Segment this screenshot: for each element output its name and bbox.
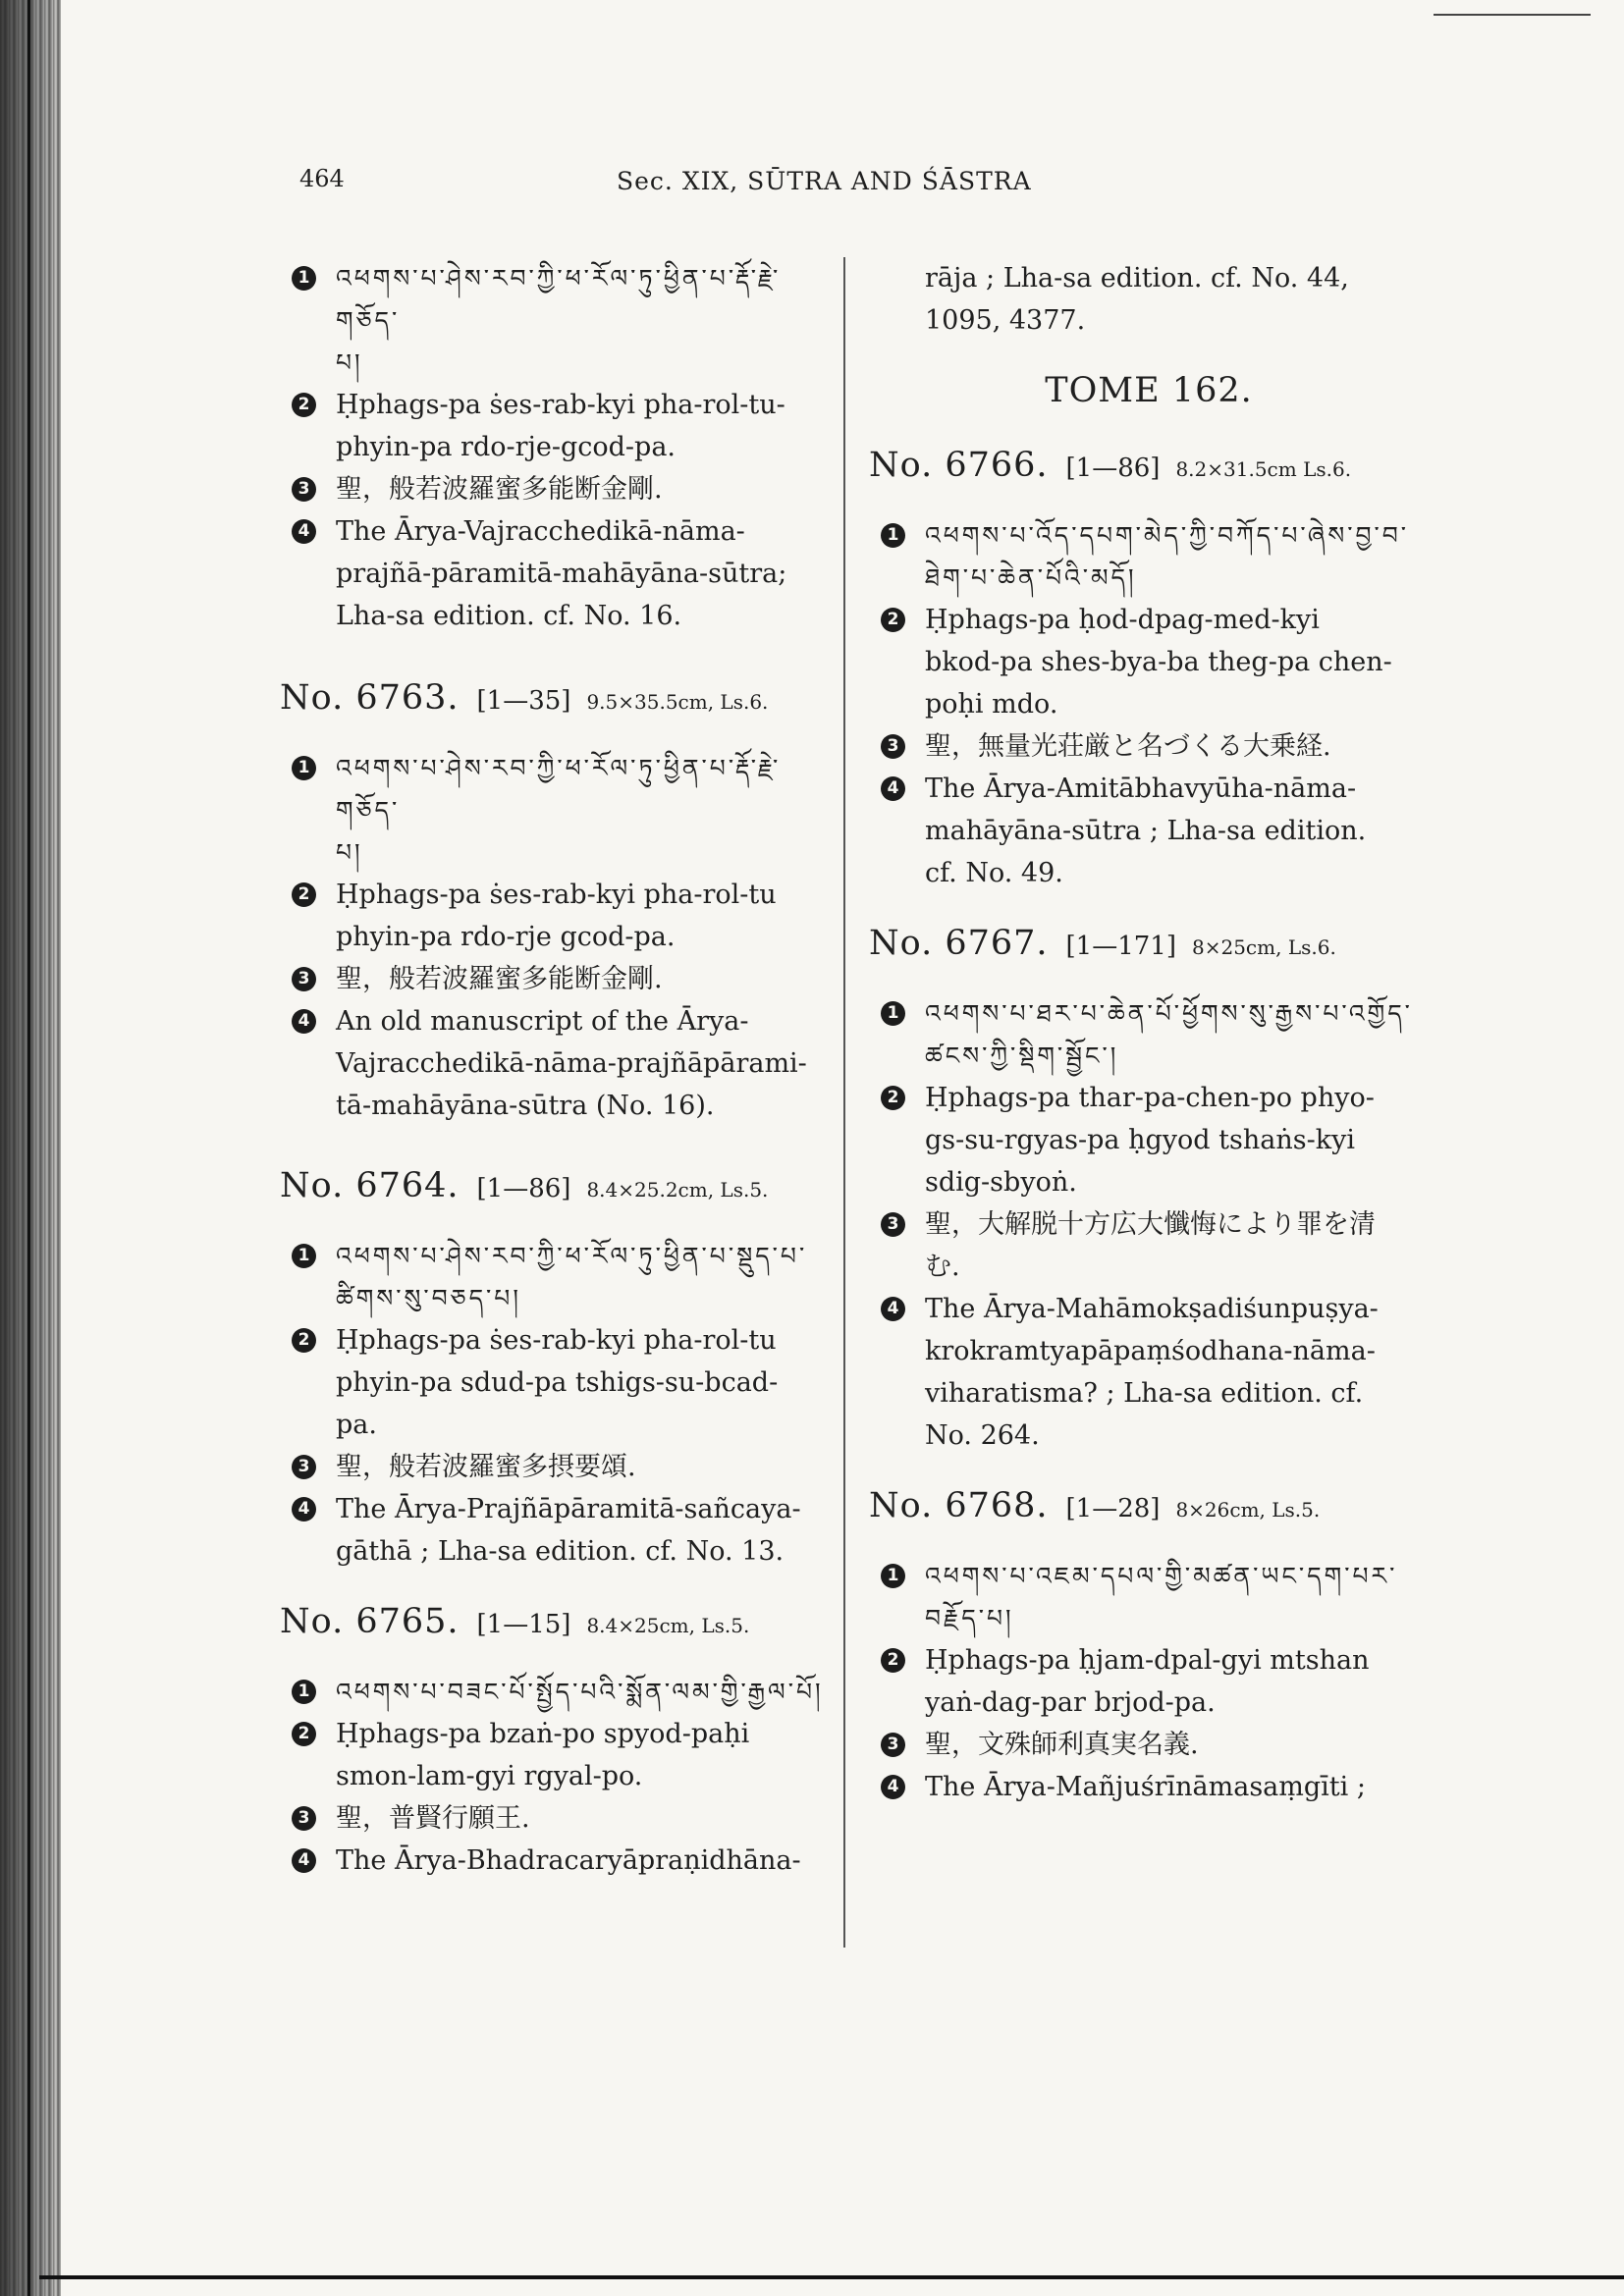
number-1-icon: 1 [881,1564,905,1588]
number-1-icon: 1 [292,1244,316,1268]
description-cont: Vajracchedikā-nāma-prajñāpārami- [336,1048,807,1079]
number-2-icon: 2 [292,1328,316,1353]
tibetan-title-cont: ཚངས་ཀྱི་སྡིག་སྦྱོང་། [925,1041,1119,1070]
tibetan-title: 1 འཕགས་པ་ཤེས་རབ་ཀྱི་ཕ་རོལ་ཏུ་ཕྱིན་པ་སྡུད་པ་ [280,1235,830,1277]
sanskrit-title-cont: krokramtyapāpaṃśodhana-nāma- [925,1336,1376,1366]
column-divider [843,257,845,1948]
entry-continued-top [280,257,830,637]
transliteration: 2 Ḥphags-pa ḥjam-dpal-gyi mtshan [869,1639,1429,1682]
sanskrit-title-cont: cf. No. 49. [925,858,1063,888]
sanskrit-title-cont: 1095, 4377. [925,305,1086,336]
tibetan-title: 1 འཕགས་པ་ཐར་པ་ཆེན་པོ་ཕྱོགས་སུ་རྒྱས་པ་འགྱོད་ [869,992,1429,1035]
transliteration-cont: bkod-pa shes-bya-ba theg-pa chen- [925,647,1392,677]
tibetan-title: 1 འཕགས་པ་འཇམ་དཔལ་གྱི་མཚན་ཡང་དག་པར་ [869,1555,1429,1597]
number-2-icon: 2 [881,1086,905,1110]
number-2-icon: 2 [881,608,905,632]
japanese-title: 3 聖，般若波羅蜜多能断金剛. [280,468,830,510]
tibetan-title-cont: ཐེག་པ་ཆེན་པོའི་མདོ། [925,563,1137,592]
entry-6764 [280,1166,830,1573]
entry-6765-continued [869,257,1429,342]
number-3-icon: 3 [292,967,316,991]
entry-6766 [869,446,1429,894]
japanese-title: 3 聖，文殊師利真実名義. [869,1724,1429,1766]
number-1-icon: 1 [292,756,316,780]
sanskrit-title-cont: viharatisma? ; Lha-sa edition. cf. [925,1378,1364,1409]
transliteration-cont: phyin-pa sdud-pa tshigs-su-bcad- [336,1367,779,1398]
transliteration-cont: smon-lam-gyi rgyal-po. [336,1761,643,1791]
tibetan-title: 1 འཕགས་པ་བཟང་པོ་སྤྱོད་པའི་སྨོན་ལམ་གྱི་རྒྱལ་པོ། [280,1671,830,1713]
entry-heading: No. 6763. [1—35] 9.5×35.5cm, Ls.6. [280,678,769,718]
tibetan-title: 1 འཕགས་པ་འོད་དཔག་མེད་ཀྱི་བཀོད་པ་ཞེས་བྱ་བ་ [869,514,1429,557]
entry-heading: No. 6767. [1—171] 8×25cm, Ls.6. [869,924,1336,963]
sanskrit-title: 4 The Ārya-Mahāmokṣadiśunpuṣya- [869,1288,1429,1330]
japanese-title: 3 聖，普賢行願王. [280,1797,830,1840]
transliteration-cont: yaṅ-dag-par brjod-pa. [925,1687,1216,1718]
transliteration-cont: poḥi mdo. [925,689,1058,720]
sanskrit-title: 4 The Ārya-Mañjuśrīnāmasaṃgīti ; [869,1766,1429,1808]
transliteration: 2 Ḥphags-pa bzaṅ-po spyod-paḥi [280,1713,830,1755]
number-4-icon: 4 [292,1009,316,1034]
entry-heading: No. 6766. [1—86] 8.2×31.5cm Ls.6. [869,446,1352,485]
entry-6765 [280,1602,830,1882]
entry-6763 [280,678,830,1127]
sanskrit-title-cont: No. 264. [925,1420,1040,1451]
number-3-icon: 3 [881,1733,905,1757]
page-header [0,165,1624,204]
japanese-title-cont: む. [925,1252,960,1282]
number-3-icon: 3 [292,1806,316,1831]
number-1-icon: 1 [881,1001,905,1026]
bottom-edge-rule [39,2275,1624,2279]
tibetan-title-cont: པ། [336,348,363,377]
number-3-icon: 3 [292,477,316,502]
top-edge-rule [1434,14,1591,16]
japanese-title: 3 聖，般若波羅蜜多能断金剛. [280,958,830,1000]
number-3-icon: 3 [292,1455,316,1479]
description: 4 An old manuscript of the Ārya- [280,1000,830,1042]
sanskrit-title-cont: prajñā-pāramitā-mahāyāna-sūtra; [336,559,787,589]
japanese-title: 3 聖，無量光荘厳と名づくる大乗経. [869,725,1429,768]
running-head: Sec. XIX, SŪTRA AND ŚĀSTRA [617,167,1032,195]
sanskrit-title-cont: Lha-sa edition. cf. No. 16. [336,601,682,631]
sanskrit-title: 4 The Ārya-Vajracchedikā-nāma- [280,510,830,553]
number-4-icon: 4 [881,1775,905,1799]
number-1-icon: 1 [292,266,316,291]
description-cont: tā-mahāyāna-sūtra (No. 16). [336,1091,715,1121]
entry-6768 [869,1486,1429,1808]
number-3-icon: 3 [881,1212,905,1237]
number-4-icon: 4 [292,1497,316,1522]
tibetan-title-cont: པ། [336,838,363,867]
book-spine-shadow [0,0,61,2296]
transliteration: 2 Ḥphags-pa ṡes-rab-kyi pha-rol-tu [280,1319,830,1362]
number-2-icon: 2 [292,882,316,907]
page-number: 464 [299,165,345,192]
sanskrit-title-cont: mahāyāna-sūtra ; Lha-sa edition. [925,816,1367,846]
number-3-icon: 3 [881,734,905,759]
number-4-icon: 4 [292,1848,316,1873]
tibetan-title: 1 འཕགས་པ་ཤེས་རབ་ཀྱི་ཕ་རོལ་ཏུ་ཕྱིན་པ་རྡོ་རྗེ་གཅོད་ [280,747,830,831]
left-column [280,257,830,1882]
transliteration-cont: phyin-pa rdo-rje-gcod-pa. [336,432,677,462]
number-1-icon: 1 [292,1680,316,1704]
number-2-icon: 2 [881,1648,905,1673]
sanskrit-title: 4 The Ārya-Bhadracaryāpraṇidhāna- [280,1840,830,1882]
transliteration-cont: sdig-sbyoṅ. [925,1167,1077,1198]
number-2-icon: 2 [292,393,316,417]
number-2-icon: 2 [292,1722,316,1746]
number-1-icon: 1 [881,523,905,548]
spine-edge-line [27,0,30,2296]
tome-heading: TOME 162. [1045,371,1253,410]
transliteration-cont: gs-su-rgyas-pa ḥgyod tshaṅs-kyi [925,1125,1355,1155]
transliteration: 2 Ḥphags-pa ṡes-rab-kyi pha-rol-tu [280,874,830,916]
sanskrit-title: 4 The Ārya-Amitābhavyūha-nāma- [869,768,1429,810]
sanskrit-title-cont: rāja ; Lha-sa edition. cf. No. 44, [925,263,1349,294]
transliteration-cont: pa. [336,1410,377,1440]
transliteration: 2 Ḥphags-pa ṡes-rab-kyi pha-rol-tu- [280,384,830,426]
number-4-icon: 4 [292,519,316,544]
number-4-icon: 4 [881,776,905,801]
entry-heading: No. 6768. [1—28] 8×26cm, Ls.5. [869,1486,1321,1525]
japanese-title: 3 聖，大解脱十方広大懺悔により罪を清 [869,1203,1429,1246]
sanskrit-title: 4 The Ārya-Prajñāpāramitā-sañcaya- [280,1488,830,1530]
tibetan-title: 1 འཕགས་པ་ཤེས་རབ་ཀྱི་ཕ་རོལ་ཏུ་ཕྱིན་པ་རྡོ་རྗེ་གཅོད་ [280,257,830,342]
entry-heading: No. 6764. [1—86] 8.4×25.2cm, Ls.5. [280,1166,769,1205]
tibetan-title-cont: ཚིགས་སུ་བཅད་པ། [336,1284,521,1312]
transliteration: 2 Ḥphags-pa ḥod-dpag-med-kyi [869,599,1429,641]
transliteration: 2 Ḥphags-pa thar-pa-chen-po phyo- [869,1077,1429,1119]
entry-heading: No. 6765. [1—15] 8.4×25cm, Ls.5. [280,1602,750,1641]
sanskrit-title-cont: gāthā ; Lha-sa edition. cf. No. 13. [336,1536,785,1567]
right-column [869,257,1429,1808]
japanese-title: 3 聖，般若波羅蜜多摂要頌. [280,1446,830,1488]
number-4-icon: 4 [881,1297,905,1321]
tibetan-title-cont: བརྗོད་པ། [925,1604,1014,1632]
transliteration-cont: phyin-pa rdo-rje gcod-pa. [336,922,676,952]
entry-6767 [869,924,1429,1457]
